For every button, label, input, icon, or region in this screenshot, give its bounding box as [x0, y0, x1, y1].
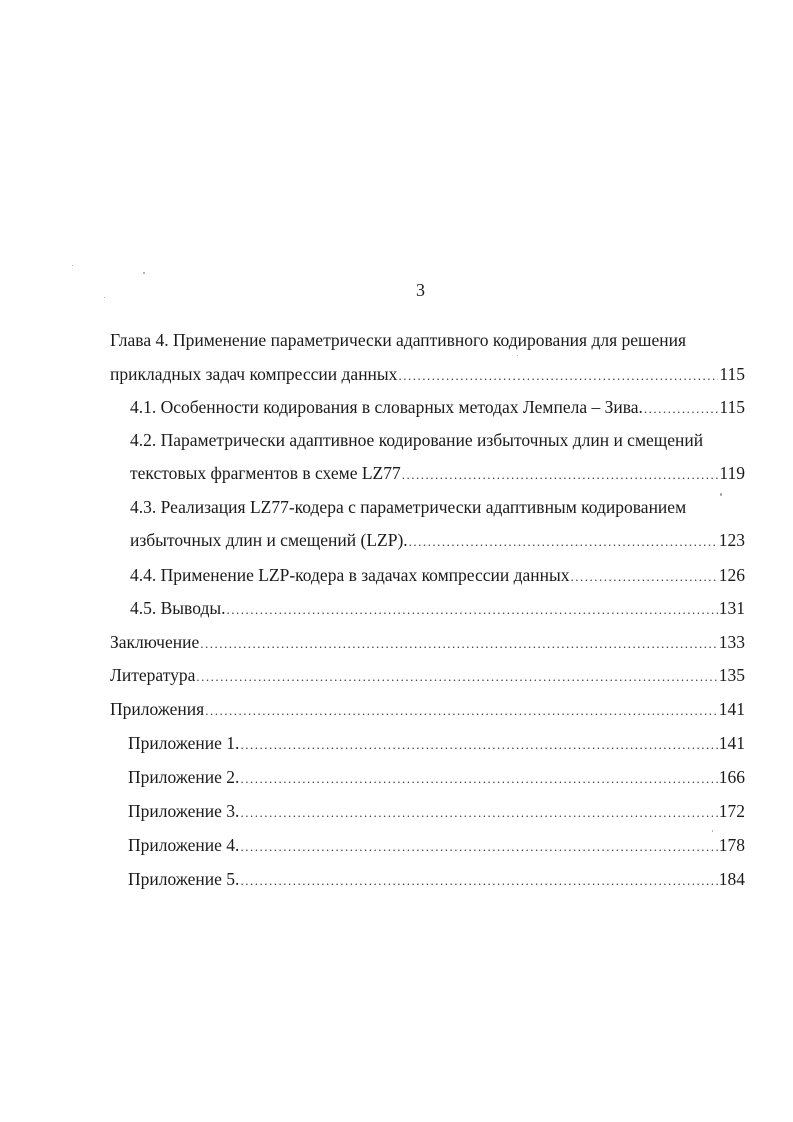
toc-4-2-line1: 4.2. Параметрически адаптивное кодирование избыточных длин и смещений [130, 430, 704, 450]
dot-leader [398, 368, 718, 384]
toc-entry-title: Приложение 5. [128, 869, 240, 889]
dot-leader [196, 669, 717, 685]
toc-entry-appendix-5[interactable] [128, 869, 745, 891]
page-number: 3 [416, 280, 425, 300]
toc-entry-page: 115 [719, 397, 745, 417]
toc-entry-page: 133 [718, 632, 745, 652]
toc-entry-title: Приложение 2. [128, 767, 240, 787]
scan-speck [517, 355, 518, 356]
scan-speck [712, 830, 713, 832]
dot-leader [240, 737, 717, 753]
dot-leader [205, 703, 718, 719]
toc-entry-page: 131 [718, 598, 745, 618]
toc-entry-title: Приложение 1. [128, 733, 240, 753]
dot-leader [644, 401, 718, 417]
toc-entry-page: 126 [718, 565, 745, 585]
dot-leader [402, 467, 719, 483]
dot-leader [571, 569, 718, 585]
toc-entry-page: 141 [718, 733, 745, 753]
toc-entry-appendix-4[interactable] [128, 835, 745, 857]
toc-entry-title: Литература [110, 665, 196, 685]
scan-speck [143, 272, 145, 274]
toc-4-3-line1: 4.3. Реализация LZ77-кодера с параметрически адаптивным кодированием [130, 497, 687, 517]
toc-entry-appendix-2[interactable] [128, 767, 745, 789]
dot-leader [240, 771, 717, 787]
toc-entry-page: 135 [718, 665, 745, 685]
toc-entry-4-3[interactable] [130, 530, 745, 552]
toc-entry-page: 184 [718, 869, 745, 889]
dot-leader [200, 636, 718, 652]
toc-entry-title: 4.5. Выводы. [130, 598, 226, 618]
toc-entry-title: Заключение [110, 632, 200, 652]
scan-speck [104, 297, 105, 298]
toc-entry-title: Приложение 4. [128, 835, 240, 855]
toc-entry-title: избыточных длин и смещений (LZP). [130, 530, 408, 550]
toc-entry-appendix-1[interactable] [128, 733, 745, 755]
dot-leader [240, 839, 717, 855]
toc-entry-page: 166 [718, 767, 745, 787]
dot-leader [226, 602, 717, 618]
toc-entry-title: прикладных задач компрессии данных [110, 364, 398, 384]
scan-speck [72, 265, 73, 266]
toc-entry-page: 178 [718, 835, 745, 855]
toc-chapter4-line1: Глава 4. Применение параметрически адаптивного кодирования для решения [110, 330, 687, 350]
toc-entry-title: 4.4. Применение LZP-кодера в задачах компрессии данных [130, 565, 570, 585]
toc-entry-title: Приложения [110, 699, 205, 719]
toc-entry-title: 4.1. Особенности кодирования в словарных методах Лемпела – Зива. [130, 397, 643, 417]
scan-speck [720, 493, 722, 496]
toc-entry-page: 172 [718, 801, 745, 821]
toc-entry-page: 141 [718, 699, 745, 719]
toc-entry-conclusion[interactable] [110, 632, 745, 654]
toc-entry-appendix-3[interactable] [128, 801, 745, 823]
toc-entry-title: текстовых фрагментов в схеме LZ77 [130, 463, 401, 483]
dot-leader [409, 534, 718, 550]
dot-leader [240, 873, 717, 889]
toc-entry-4-4[interactable] [130, 565, 745, 587]
dot-leader [240, 805, 717, 821]
toc-chapter4-entry[interactable] [110, 364, 745, 386]
toc-entry-page: 123 [718, 530, 745, 550]
toc-entry-literature[interactable] [110, 665, 745, 687]
toc-entry-title: Приложение 3. [128, 801, 240, 821]
toc-entry-page: 115 [719, 364, 745, 384]
toc-entry-4-1[interactable] [130, 397, 745, 419]
toc-entry-page: 119 [719, 463, 745, 483]
toc-entry-4-5[interactable] [130, 598, 745, 620]
toc-entry-appendices[interactable] [110, 699, 745, 721]
toc-entry-4-2[interactable] [130, 463, 745, 485]
